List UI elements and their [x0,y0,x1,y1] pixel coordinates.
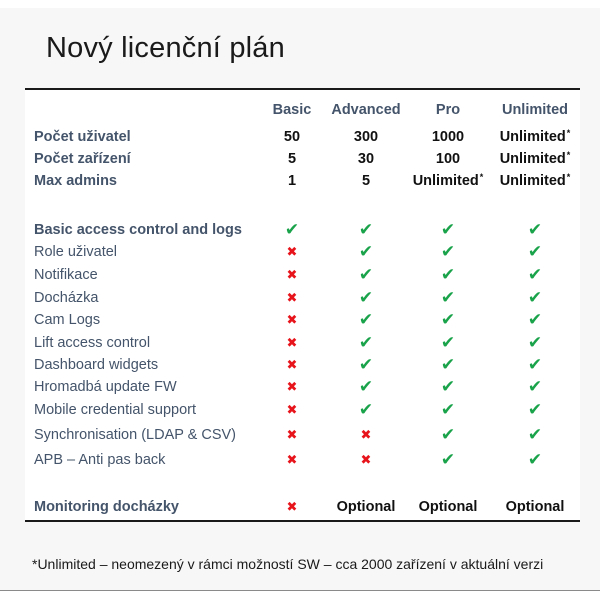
check-icon: ✔ [440,400,456,419]
check-icon: ✔ [358,310,374,329]
limit-value [321,170,411,192]
limit-value-text: 30 [357,151,375,167]
table-header-row [25,99,580,121]
check-icon: ✔ [527,400,543,419]
row-label: Max admins [34,173,117,189]
limit-value-text: 300 [353,129,379,145]
limit-value [403,170,493,192]
check-icon: ✔ [440,265,456,284]
check-icon: ✔ [358,400,374,419]
check-icon: ✔ [527,355,543,374]
cross-icon: ✖ [286,452,298,467]
limit-value-text: 5 [287,151,297,167]
feature-row [25,241,580,263]
limit-value-text: 100 [435,151,461,167]
cross-icon: ✖ [286,312,298,327]
limit-value [490,170,580,192]
feature-row [25,424,580,446]
feature-row [25,287,580,309]
optional-value: Optional [418,499,478,515]
feature-row [25,309,580,331]
feature-row [25,332,580,354]
feature-label: Notifikace [34,267,98,283]
limit-value-text: 5 [361,173,371,189]
row-label: Počet zařízení [34,151,131,167]
limit-value [490,126,580,148]
limit-row [25,126,580,148]
column-header-basic: Basic [272,102,312,118]
feature-label: Mobile credential support [34,402,197,418]
limit-value-text: 1 [287,173,297,189]
check-icon: ✔ [527,450,543,469]
column-header-advanced: Advanced [331,102,401,118]
check-icon: ✔ [358,333,374,352]
limit-value [321,148,411,170]
limit-row [25,148,580,170]
check-icon: ✔ [440,310,456,329]
check-icon: ✔ [358,355,374,374]
feature-row [25,354,580,376]
check-icon: ✔ [527,288,543,307]
limit-value-text: 50 [283,129,301,145]
check-icon: ✔ [527,220,543,239]
limit-value [490,148,580,170]
footnote: *Unlimited – neomezený v rámci možností SW – cca 2000 zařízení v aktuální verzi [32,556,544,572]
limit-value-text: Unlimited [499,151,566,167]
limit-value-text: 1000 [431,129,465,145]
slide [0,8,600,591]
footnote-marker: * [566,150,571,160]
cross-icon: ✖ [286,244,298,259]
page-title: Nový licenční plán [46,32,285,64]
feature-label: APB – Anti pas back [34,452,166,468]
check-icon: ✔ [527,242,543,261]
cross-icon: ✖ [286,335,298,350]
limit-value [403,126,493,148]
check-icon: ✔ [284,220,300,239]
cross-icon: ✖ [286,267,298,282]
feature-label: Lift access control [34,335,151,351]
feature-row [25,376,580,398]
optional-value: Optional [505,499,565,515]
check-icon: ✔ [440,425,456,444]
footnote-marker: * [566,172,571,182]
cross-icon: ✖ [286,290,298,305]
feature-label: Role uživatel [34,244,118,260]
check-icon: ✔ [527,377,543,396]
check-icon: ✔ [440,242,456,261]
feature-row [25,399,580,421]
cross-icon: ✖ [286,427,298,442]
feature-label: Basic access control and logs [34,222,242,238]
feature-label: Cam Logs [34,312,101,328]
check-icon: ✔ [527,310,543,329]
check-icon: ✔ [440,450,456,469]
check-icon: ✔ [527,333,543,352]
feature-label: Synchronisation (LDAP & CSV) [34,427,237,443]
footnote-marker: * [479,172,484,182]
check-icon: ✔ [358,220,374,239]
check-icon: ✔ [440,288,456,307]
feature-label: Hromadbá update FW [34,379,177,395]
limit-value [321,126,411,148]
check-icon: ✔ [358,377,374,396]
cross-icon: ✖ [360,427,372,442]
check-icon: ✔ [358,242,374,261]
optional-value: Optional [336,499,396,515]
cross-icon: ✖ [360,452,372,467]
column-header-pro: Pro [435,102,461,118]
check-icon: ✔ [440,220,456,239]
feature-label: Docházka [34,290,99,306]
cross-icon: ✖ [286,379,298,394]
monitoring-row [25,496,580,518]
column-header-unlimited: Unlimited [501,102,569,118]
check-icon: ✔ [527,265,543,284]
feature-label: Dashboard widgets [34,357,159,373]
feature-row [25,219,580,241]
limit-row [25,170,580,192]
check-icon: ✔ [358,265,374,284]
license-table [25,88,580,522]
feature-label: Monitoring docházky [34,499,179,515]
cross-icon: ✖ [286,402,298,417]
check-icon: ✔ [440,355,456,374]
limit-value-text: Unlimited [499,173,566,189]
limit-value [403,148,493,170]
feature-row [25,449,580,471]
cross-icon: ✖ [286,499,298,514]
check-icon: ✔ [358,288,374,307]
check-icon: ✔ [527,425,543,444]
limit-value-text: Unlimited [499,129,566,145]
limit-value-text: Unlimited [412,173,479,189]
feature-row [25,264,580,286]
check-icon: ✔ [440,377,456,396]
cross-icon: ✖ [286,357,298,372]
footnote-marker: * [566,128,571,138]
row-label: Počet uživatel [34,129,131,145]
check-icon: ✔ [440,333,456,352]
